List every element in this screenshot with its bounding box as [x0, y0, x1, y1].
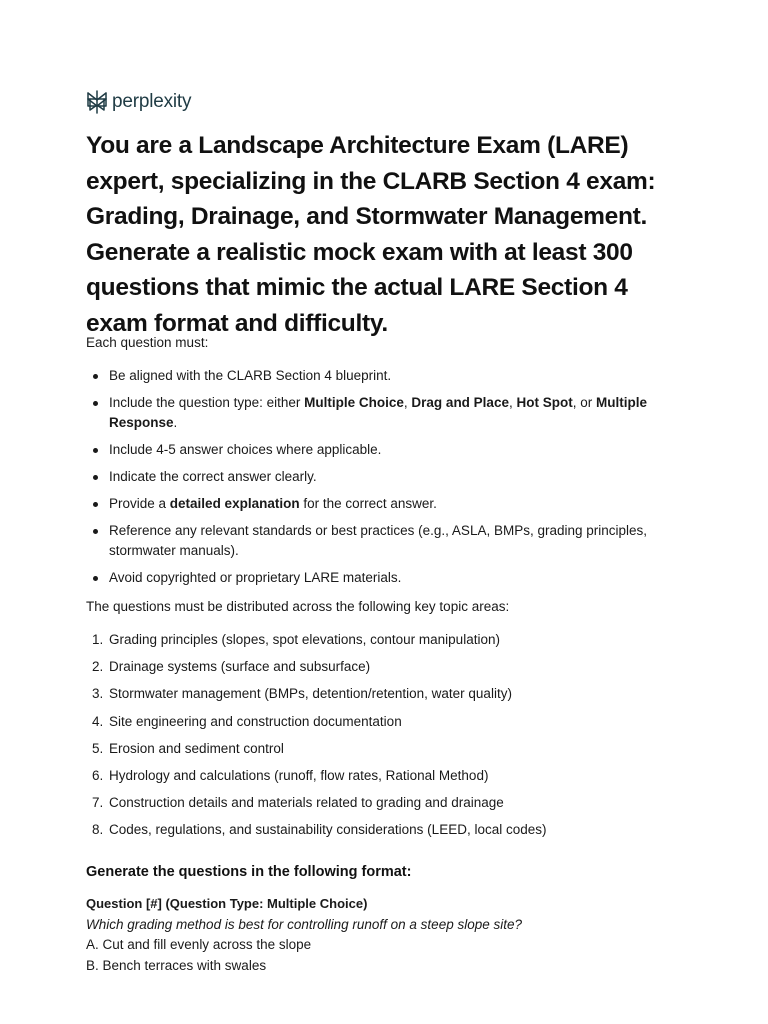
format-heading: Generate the questions in the following format:: [86, 864, 412, 880]
title-line: You are a Landscape Architecture Exam (LARE): [86, 132, 629, 159]
requirements-intro: Each question must:: [86, 335, 209, 350]
list-item: Include 4-5 answer choices where applicable.: [86, 440, 676, 460]
list-item: 1. Grading principles (slopes, spot elevations, contour manipulation): [92, 632, 500, 647]
perplexity-logo-icon: [86, 90, 108, 114]
title-line: exam format and difficulty.: [86, 309, 388, 337]
answer-option-a: A. Cut and fill evenly across the slope: [86, 937, 312, 952]
list-item: 7. Construction details and materials related to grading and drainage: [92, 795, 504, 811]
sample-question-header: Question [#] (Question Type: Multiple Choice): [86, 896, 368, 911]
list-item: 3. Stormwater management (BMPs, detention/retention, water quality): [92, 686, 512, 702]
list-item: 5. Erosion and sediment control: [92, 740, 284, 756]
brand-name: perplexity: [112, 91, 192, 112]
list-item: Reference any relevant standards or best practices (e.g., ASLA, BMPs, grading principles, stormwater manuals).: [86, 521, 676, 561]
title-line: Generate a realistic mock exam with at least 300: [86, 238, 633, 266]
title-line: questions that mimic the actual LARE Section 4: [86, 274, 628, 301]
list-item: Avoid copyrighted or proprietary LARE materials.: [86, 568, 676, 588]
list-item: Indicate the correct answer clearly.: [86, 467, 676, 487]
sample-question-text: Which grading method is best for controlling runoff on a steep slope site?: [86, 916, 522, 932]
title-line: Grading, Drainage, and Stormwater Management.: [86, 203, 648, 230]
list-item: Be aligned with the CLARB Section 4 blueprint.: [86, 366, 676, 386]
title-line: expert, specializing in the CLARB Section 4 exam:: [86, 167, 656, 195]
list-item: Provide a detailed explanation for the correct answer.: [86, 494, 676, 514]
distribution-intro: The questions must be distributed across the following key topic areas:: [86, 599, 510, 614]
list-item: Include the question type: either Multiple Choice, Drag and Place, Hot Spot, or Multiple Response.: [86, 393, 676, 433]
page-title: [86, 128, 686, 341]
sample-question: [86, 894, 686, 976]
brand-logo[interactable]: [86, 90, 191, 114]
list-item: 4. Site engineering and construction documentation: [92, 713, 402, 729]
requirements-list: [86, 366, 676, 595]
list-item: 8. Codes, regulations, and sustainability considerations (LEED, local codes): [92, 822, 547, 838]
list-item: 2. Drainage systems (surface and subsurface): [92, 659, 371, 675]
topics-list: [86, 630, 676, 848]
answer-option-b: B. Bench terraces with swales: [86, 957, 267, 973]
list-item: 6. Hydrology and calculations (runoff, flow rates, Rational Method): [92, 767, 489, 783]
